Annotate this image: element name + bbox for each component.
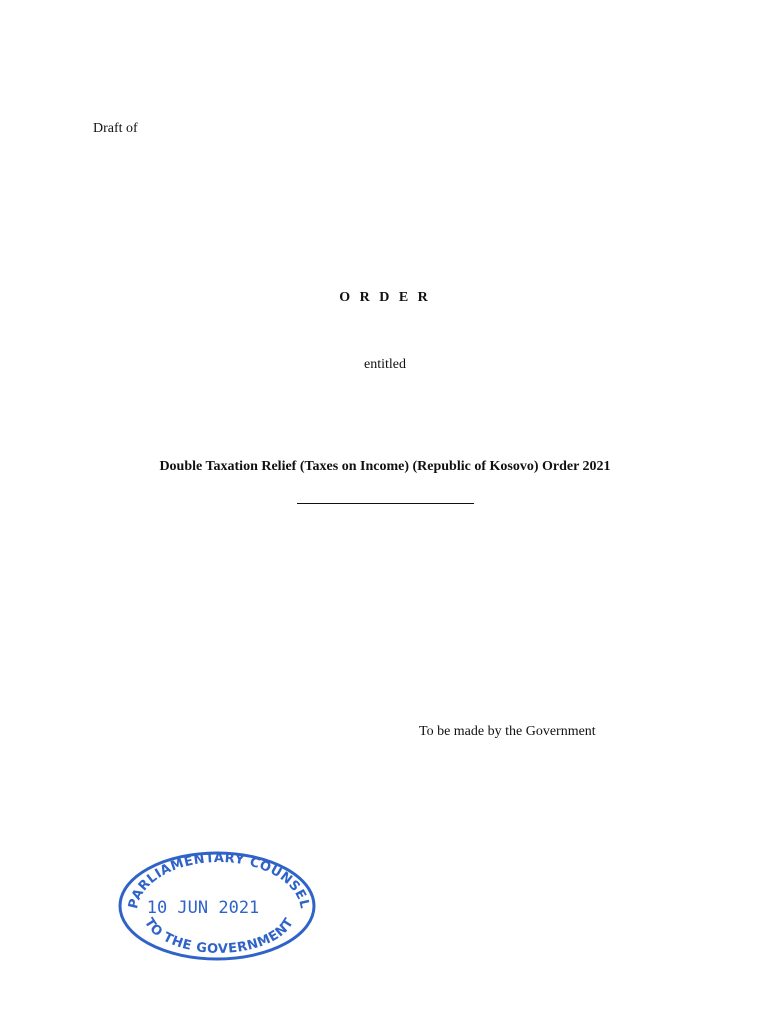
order-heading: O R D E R	[339, 290, 431, 305]
stamp-top-text: PARLIAMENTARY COUNSEL	[126, 850, 312, 911]
entitled-label: entitled	[364, 357, 406, 372]
made-by-statement: To be made by the Government	[419, 724, 596, 739]
order-title: Double Taxation Relief (Taxes on Income) (Republic of Kosovo) Order 2021	[159, 459, 611, 474]
title-underline-rule	[297, 503, 474, 504]
stamp-bottom-text: TO THE GOVERNMENT	[140, 915, 298, 957]
stamp-date: 10 JUN 2021	[146, 898, 260, 918]
parliamentary-counsel-stamp	[117, 850, 317, 962]
draft-of-label: Draft of	[93, 121, 138, 136]
